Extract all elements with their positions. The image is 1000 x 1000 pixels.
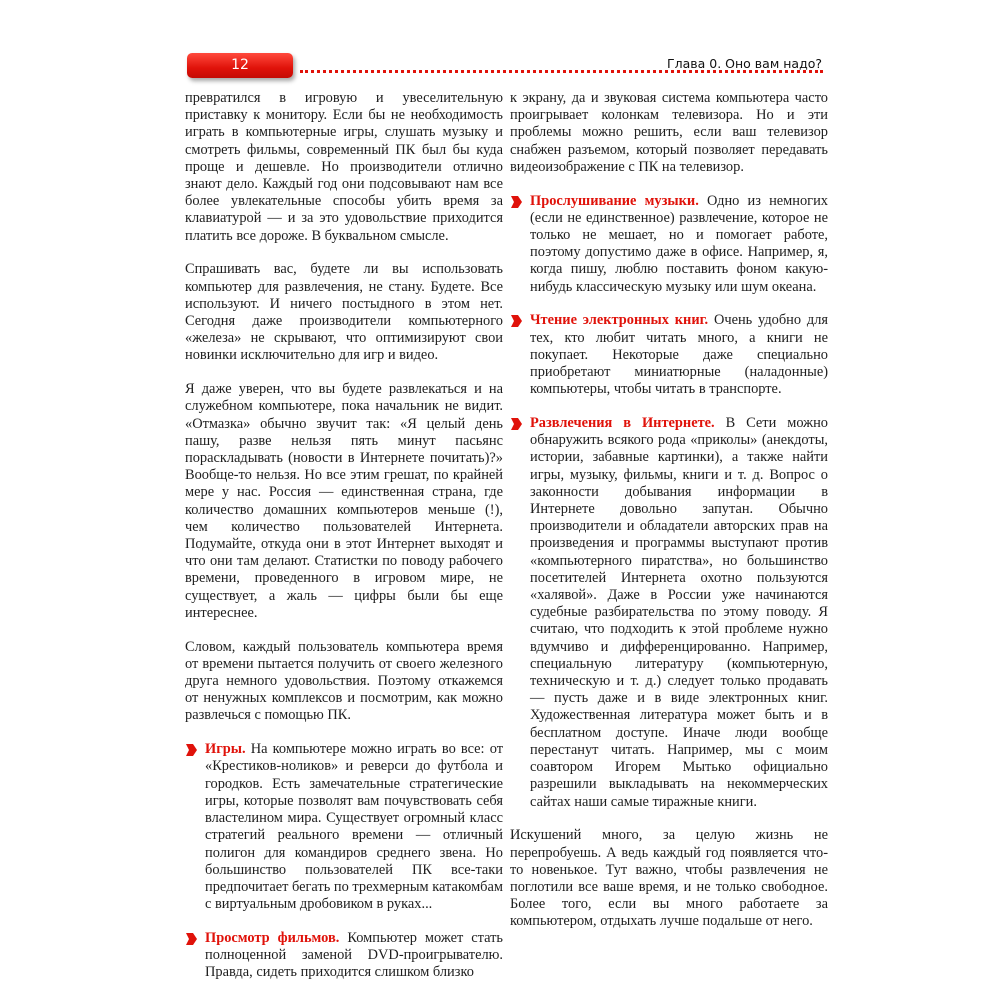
arrow-bullet-icon [510, 417, 523, 431]
right-column [510, 90, 828, 947]
left-column [185, 90, 503, 998]
paragraph: Искушений много, за целую жизнь не перепробуешь. А ведь каждый год появляется что-то новенькое. Тут важно, чтобы развлечения не поглотили все ваше время, и не только свободное. Более того, если вы много работаете за компьютером, отдыхать лучше подальше от него. [510, 827, 828, 930]
bullet-text: Компьютер может стать полноценной заменой DVD-проигрывателю. Правда, сидеть приходится слишком близко [205, 929, 503, 981]
bullet-item-ebooks [510, 312, 828, 398]
bullet-label: Игры. [205, 741, 246, 758]
bullet-label: Прослушивание музыки. [530, 192, 699, 209]
paragraph: превратился в игровую и увеселительную приставку к монитору. Если бы не необходимость играть в компьютерные игры, слушать музыку и смотреть фильмы, современный ПК был бы куда проще и дешевле. Но производители отлично знают дело. Каждый год они подсовывают нам все более увлекательные способы убить время за клавиатурой — и за это удовольствие приходится платить все дороже. В буквальном смысле. [185, 90, 503, 244]
bullet-item-music [510, 193, 828, 296]
bullet-label: Просмотр фильмов. [205, 929, 340, 946]
bullet-text: В Сети можно обнаружить всякого рода «приколы» (анекдоты, истории, забавные картинки), а также найти игры, музыку, фильмы, книги и т. д. Вопрос о законности добывания информации в Интернете довольно запутан. Обычно производители и обладатели авторских прав на произведения и программы выступают против «компьютерного пиратства», но большинство посетителей Интернета охотно пользуются «халявой». Даже в России уже начинаются судебные разбирательства по этому поводу. Я считаю, что подходить к этой проблеме нужно вдумчиво и дифференцированно. Например, специальную литературу (компьютерную, техническую и т. д.) следует только продавать — пусть даже и в виде электронных книг. Художественная литература может быть и в бесплатном доступе. Иначе люди вообще перестанут читать. Например, мы с моим соавтором Игорем Мытько официально разрешили выкладывать на некоммерческих сайтах наши самые тиражные книги. [530, 415, 829, 810]
bullet-item-games [185, 741, 503, 913]
arrow-bullet-icon [510, 195, 523, 209]
bullet-text: Очень удобно для тех, кто любит читать много, а книги не покупает. Некоторые даже специально приобретают миниатюрные (наладонные) компьютеры, чтобы читать в транспорте. [530, 312, 828, 398]
bullet-label: Чтение электронных книг. [530, 312, 709, 329]
paragraph: Я даже уверен, что вы будете развлекаться и на служебном компьютере, пока начальник не видит. «Отмазка» обычно звучит так: «Я целый день пашу, разве нельзя пять минут пасьянс пораскладывать (новости в Интернете почитать)?» Вообще-то нельзя. Но все этим грешат, по крайней мере у нас. Россия — единственная страна, где количество домашних компьютеров меньше (!), чем количество пользователей Интернета. Подумайте, откуда они в этот Интернет выходят и что они там делают. Статистки по поводу рабочего времени, проведенного в игровом мире, не существует, а жаль — цифры были бы еще интереснее. [185, 381, 503, 621]
bullet-item-movies [185, 930, 503, 982]
bullet-label: Развлечения в Интернете. [530, 415, 715, 432]
arrow-bullet-icon [510, 314, 523, 328]
paragraph: Спрашивать вас, будете ли вы использовать компьютер для развлечения, не стану. Будете. Все используют. И ничего постыдного в этом нет. Сегодня даже производители компьютерного «железа» не скрывают, что оптимизируют свои новинки исключительно для игр и видео. [185, 261, 503, 364]
page-header [0, 0, 1000, 90]
chapter-title: Глава 0. Оно вам надо? [667, 56, 822, 71]
arrow-bullet-icon [185, 932, 198, 946]
bullet-text: Одно из немногих (если не единственное) развлечение, которое не только не мешает, но и помогает работе, поэтому допустимо даже в офисе. Например, я, когда пишу, люблю поставить фоном какую-нибудь классическую музыку или шум океана. [530, 192, 828, 295]
bullet-item-internet [510, 415, 828, 811]
bullet-text: На компьютере можно играть во все: от «Крестиков-ноликов» и реверси до футбола и городков. Есть замечательные стратегические игры, которые позволят вам почувствовать себя властелином мира. Существует огромный класс стратегий реального времени — отличный полигон для командиров среднего звена. Но большинство пользователей ПК все-таки предпочитает бегать по трехмерным катакомбам с виртуальным дробовиком в руках... [205, 741, 503, 913]
paragraph: Словом, каждый пользователь компьютера время от времени пытается получить от своего железного друга немного удовольствия. Поэтому откажемся от ненужных комплексов и посмотрим, как можно развлечься с помощью ПК. [185, 638, 503, 724]
arrow-bullet-icon [185, 743, 198, 757]
paragraph: к экрану, да и звуковая система компьютера часто проигрывает колонкам телевизора. Но и эти проблемы можно решить, если ваш телевизор снабжен разъемом, который позволяет передавать видеоизображение с ПК на телевизор. [510, 90, 828, 175]
page-number-tab: 12 [187, 53, 293, 78]
